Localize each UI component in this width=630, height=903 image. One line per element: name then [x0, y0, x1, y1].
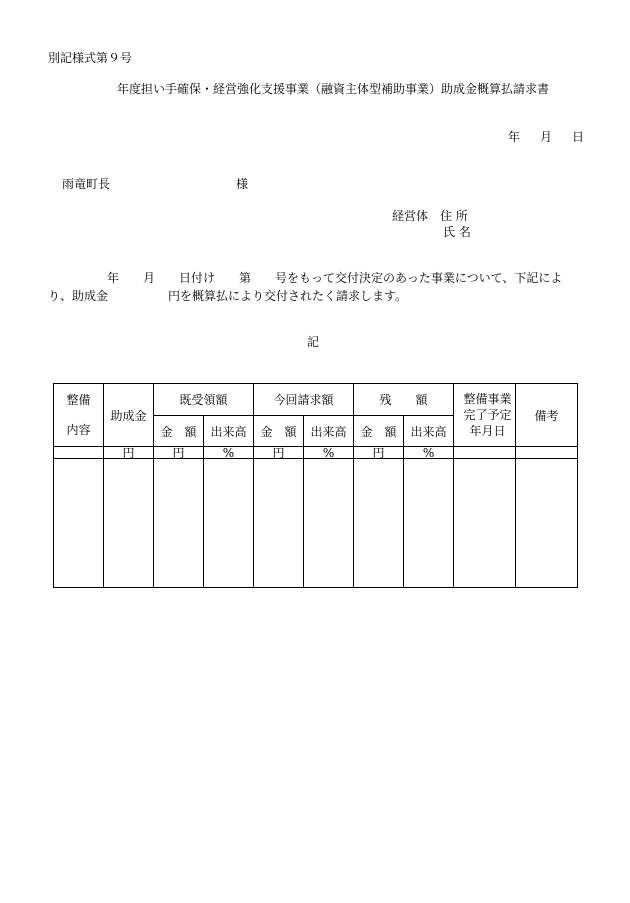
- addressee-name: 雨竜町長: [62, 177, 111, 191]
- current-amount-header: 金 額: [254, 416, 304, 447]
- remaining-amount-entry[interactable]: [354, 459, 404, 588]
- date-month: 月: [540, 130, 553, 144]
- addressee-honorific: 様: [236, 177, 249, 191]
- date-day: 日: [572, 130, 585, 144]
- col-item-header: [54, 384, 104, 447]
- received-progress-header: 出来高: [204, 416, 254, 447]
- date-year: 年: [508, 130, 521, 144]
- current-amount-entry[interactable]: [254, 459, 304, 588]
- received-progress-entry[interactable]: [204, 459, 254, 588]
- item-cell: [54, 447, 104, 459]
- group-current-header: 今回請求額: [254, 384, 354, 416]
- current-progress-unit: %: [304, 447, 354, 459]
- addressee-line: [62, 176, 248, 192]
- current-progress-entry[interactable]: [304, 459, 354, 588]
- ki-heading: 記: [307, 335, 320, 349]
- col-schedule-line2: 完了予定: [463, 408, 512, 422]
- remaining-amount-header: 金 額: [354, 416, 404, 447]
- applicant-address-label: 経営体 住 所: [392, 209, 468, 223]
- col-schedule-header: [454, 384, 516, 447]
- received-amount-header: 金 額: [154, 416, 204, 447]
- request-text-line-2: り、助成金 円を概算払により交付されたく請求します。: [48, 289, 408, 303]
- schedule-cell: [454, 447, 516, 459]
- group-remaining-header: 残 額: [354, 384, 454, 416]
- item-entry[interactable]: [54, 459, 104, 588]
- col-remarks-header: 備考: [516, 384, 578, 447]
- schedule-entry[interactable]: [454, 459, 516, 588]
- col-schedule-line1: 整備事業: [463, 392, 512, 406]
- payment-table: [53, 383, 578, 588]
- applicant-name-label: 氏 名: [443, 225, 471, 239]
- grant-entry[interactable]: [104, 459, 154, 588]
- request-text-line-1: 年 月 日付け 第 号をもって交付決定のあった事業について、下記によ: [107, 271, 563, 285]
- col-item-line1: 整備: [66, 393, 91, 407]
- form-number: 別記様式第９号: [48, 51, 133, 65]
- received-amount-unit: 円: [154, 447, 204, 459]
- group-received-header: 既受領額: [154, 384, 254, 416]
- document-title: 年度担い手確保・経営強化支援事業（融資主体型補助事業）助成金概算払請求書: [117, 82, 550, 96]
- date-line: [508, 129, 584, 145]
- remarks-cell: [516, 447, 578, 459]
- remaining-amount-unit: 円: [354, 447, 404, 459]
- current-progress-header: 出来高: [304, 416, 354, 447]
- remarks-entry[interactable]: [516, 459, 578, 588]
- remaining-progress-header: 出来高: [404, 416, 454, 447]
- remaining-progress-entry[interactable]: [404, 459, 454, 588]
- received-amount-entry[interactable]: [154, 459, 204, 588]
- col-item-line2: 内容: [66, 423, 91, 437]
- col-grant-header: 助成金: [104, 384, 154, 447]
- grant-unit: 円: [104, 447, 154, 459]
- col-schedule-line3: 年月日: [469, 424, 506, 438]
- received-progress-unit: %: [204, 447, 254, 459]
- remaining-progress-unit: %: [404, 447, 454, 459]
- current-amount-unit: 円: [254, 447, 304, 459]
